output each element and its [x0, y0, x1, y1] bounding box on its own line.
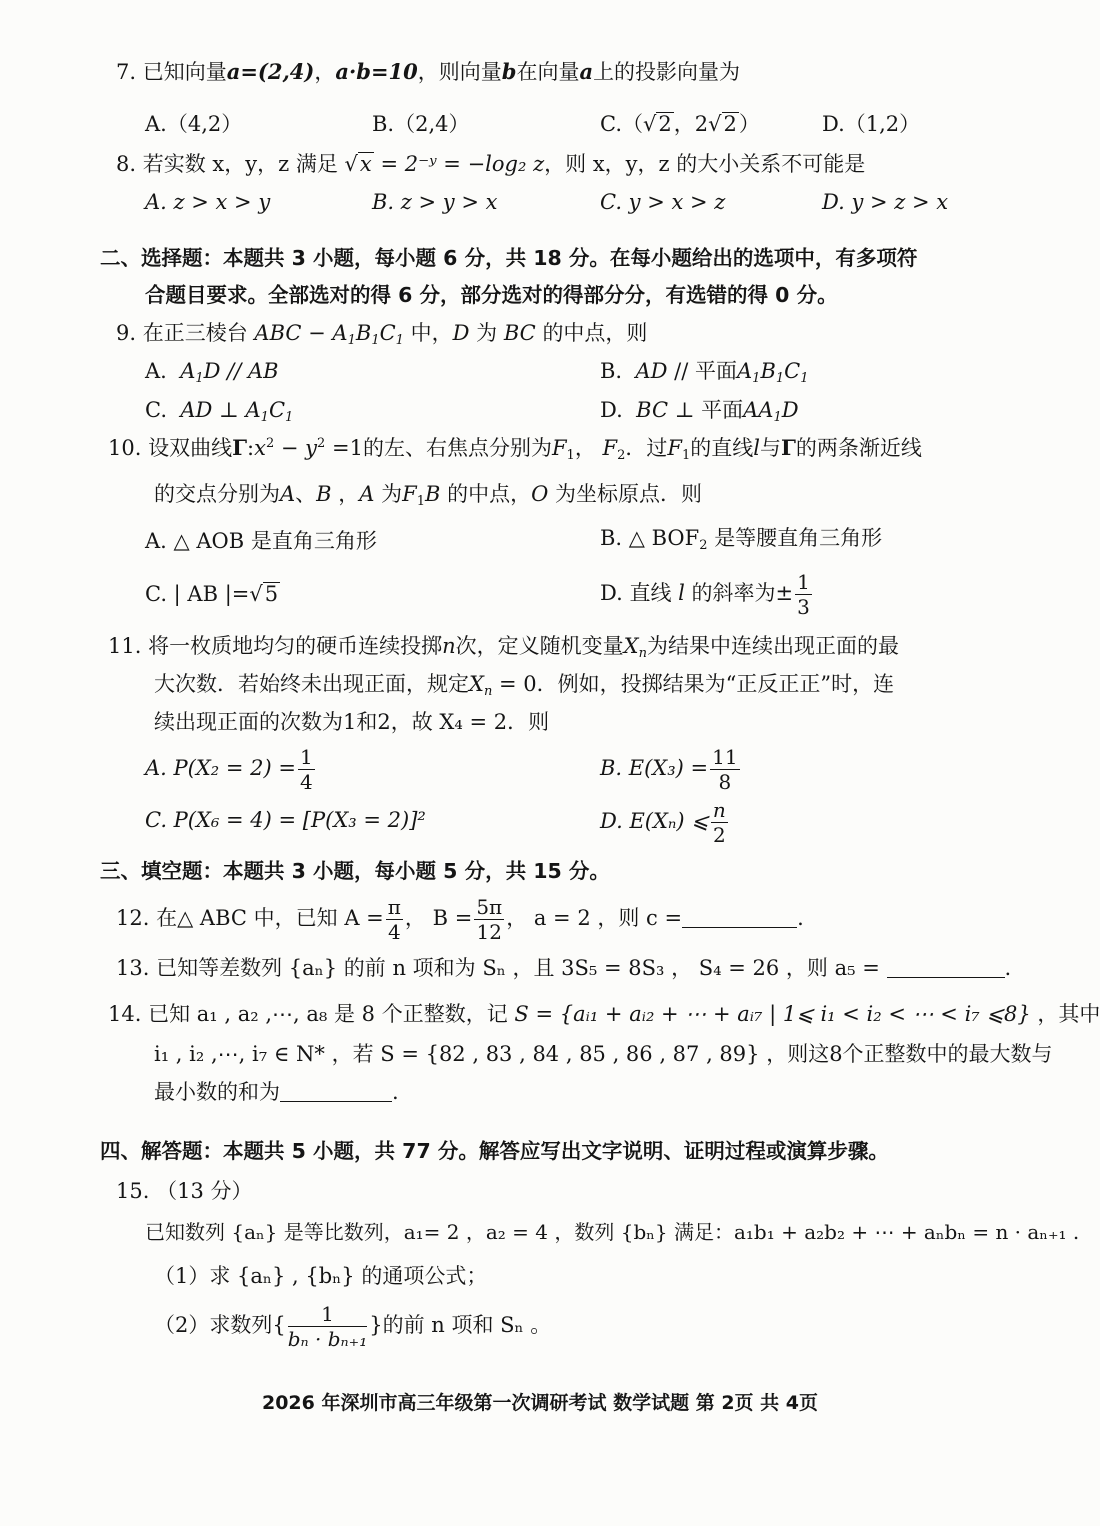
- q7-option-d: D.（1,2）: [822, 112, 921, 136]
- q15-part-1: （1）求 {aₙ} , {bₙ} 的通项公式；: [154, 1264, 488, 1288]
- q14-stem-line-1: 14. 已知 a₁ , a₂ ,⋯, a₈ 是 8 个正整数，记 S = {aᵢ₁ + aᵢ₂ + ⋯ + aᵢ₇ | 1⩽ i₁ < i₂ < ⋯ < i₇ ⩽8} ，其中: [108, 1002, 1100, 1026]
- q9-option-a: A. $A_1D$ // AB: [145, 359, 279, 386]
- fraction: $\frac{1}{4}$: [299, 745, 313, 794]
- q15-part-2: （2）求数列{ $\frac{1}{\text{bₙ · bₙ₊₁}}$ }的前 n 项和 Sₙ 。: [154, 1302, 552, 1351]
- q11-stem-line-3: 续出现正面的次数为1和2，故 X₄ = 2．则: [154, 710, 550, 734]
- q8-option-d: D. y > z > x: [822, 190, 949, 214]
- q8-option-a: A. z > x > y: [145, 190, 271, 214]
- q11-option-a: A. P(X₂ = 2) = $\frac{1}{4}$: [145, 745, 313, 794]
- section-2-header-line-2: 合题目要求。全部选对的得 6 分，部分选对的得部分分，有选错的得 0 分。: [145, 283, 838, 307]
- q10-option-c: C. | AB |=√5: [145, 582, 279, 606]
- q9-option-c: C. AD ⊥ $A_1C_1$: [145, 398, 294, 425]
- q7-option-b: B.（2,4）: [372, 112, 470, 136]
- q8-stem: 8. 若实数 x，y，z 满足 √x = 2⁻ʸ = −log₂ z，则 x，y，z 的大小关系不可能是: [116, 152, 866, 176]
- fraction: $\frac{11}{8}$: [712, 745, 738, 794]
- q7-stem: 7. 已知向量a=(2,4)，a·b=10，则向量b在向量a上的投影向量为: [116, 59, 741, 84]
- q10-option-d: D. 直线 l 的斜率为± $\frac{1}{3}$: [600, 570, 810, 619]
- q13-stem: 13. 已知等差数列 {aₙ} 的前 n 项和为 Sₙ ，且 3S₅ = 8S₃ ， S₄ = 26 ，则 a₅ = .: [116, 956, 1012, 980]
- q7-option-c: C.（√2，2√2）: [600, 112, 760, 136]
- q10-stem-line-1: 10. 设双曲线$\Gamma:x^2 - y^2 =1$的左、右焦点分别为$F_1$， $F_2$．过$F_1$的直线l与Γ的两条渐近线: [108, 435, 922, 463]
- q11-option-d: D. E(Xₙ) ⩽ $\frac{n}{2}$: [600, 798, 726, 847]
- q7-option-a: A.（4,2）: [145, 112, 243, 136]
- q10-option-b: B. △ $BOF_2$ 是等腰直角三角形: [600, 526, 883, 553]
- fraction: $\frac{1}{\text{bₙ · bₙ₊₁}}$: [287, 1302, 368, 1351]
- fraction: $\frac{\pi}{4}$: [387, 895, 401, 944]
- q9-stem: 9. 在正三棱台 ABC − $A_1B_1C_1$ 中，D 为 BC 的中点，则: [116, 321, 648, 348]
- section-4-header: 四、解答题：本题共 5 小题，共 77 分。解答应写出文字说明、证明过程或演算步骤。: [100, 1139, 889, 1163]
- section-2-header-line-1: 二、选择题：本题共 3 小题，每小题 6 分，共 18 分。在每小题给出的选项中，有多项符: [100, 246, 918, 270]
- q9-option-b: B. AD // 平面$A_1B_1C_1$: [600, 359, 809, 386]
- fraction: $\frac{5\pi}{12}$: [476, 895, 503, 944]
- q15-stem: 已知数列 {aₙ} 是等比数列，a₁= 2 ，a₂ = 4 ，数列 {bₙ} 满足：a₁b₁ + a₂b₂ + ⋯ + aₙbₙ = n · aₙ₊₁ .: [145, 1220, 1080, 1244]
- answer-blank: [682, 907, 797, 928]
- q11-option-b: B. E(X₃) = $\frac{11}{8}$: [600, 745, 738, 794]
- q11-option-c: C. P(X₆ = 4) = [P(X₃ = 2)]²: [145, 808, 426, 832]
- page-footer: 2026 年深圳市高三年级第一次调研考试 数学试题 第 2页 共 4页: [261, 1392, 818, 1414]
- q14-stem-line-2: i₁ , i₂ ,⋯, i₇ ∈ N* ，若 S = {82 , 83 , 84 , 85 , 86 , 87 , 89} ，则这8个正整数中的最大数与: [154, 1042, 1053, 1066]
- q11-stem-line-2: 大次数．若始终未出现正面，规定$X_n = 0$．例如，投掷结果为“正反正正”时，连: [154, 672, 895, 699]
- answer-blank: [280, 1081, 392, 1102]
- q8-option-b: B. z > y > x: [372, 190, 498, 214]
- answer-blank: [887, 957, 1005, 978]
- q10-stem-line-2: 的交点分别为A、B ，A 为$F_1B$ 的中点，O 为坐标原点．则: [154, 482, 703, 509]
- fraction: $\frac{n}{2}$: [712, 798, 726, 847]
- section-3-header: 三、填空题：本题共 3 小题，每小题 5 分，共 15 分。: [100, 859, 610, 883]
- q11-stem-line-1: 11. 将一枚质地均匀的硬币连续投掷n次，定义随机变量$X_n$为结果中连续出现正面的最: [108, 634, 899, 661]
- q15-header: 15. （13 分）: [116, 1179, 253, 1203]
- q9-option-d: D. BC ⊥ 平面$AA_1D$: [600, 398, 799, 425]
- q12-stem: 12. 在△ ABC 中，已知 A = $\frac{\pi}{4}$ ， B = $\frac{5\pi}{12}$ ， a = 2 ，则 c = .: [116, 895, 804, 944]
- q10-option-a: A. △ AOB 是直角三角形: [145, 529, 377, 553]
- q14-stem-line-3: 最小数的和为 .: [154, 1080, 399, 1104]
- fraction: $\frac{1}{3}$: [797, 570, 810, 619]
- q7-number: 7.: [116, 60, 137, 84]
- q8-option-c: C. y > x > z: [600, 190, 726, 214]
